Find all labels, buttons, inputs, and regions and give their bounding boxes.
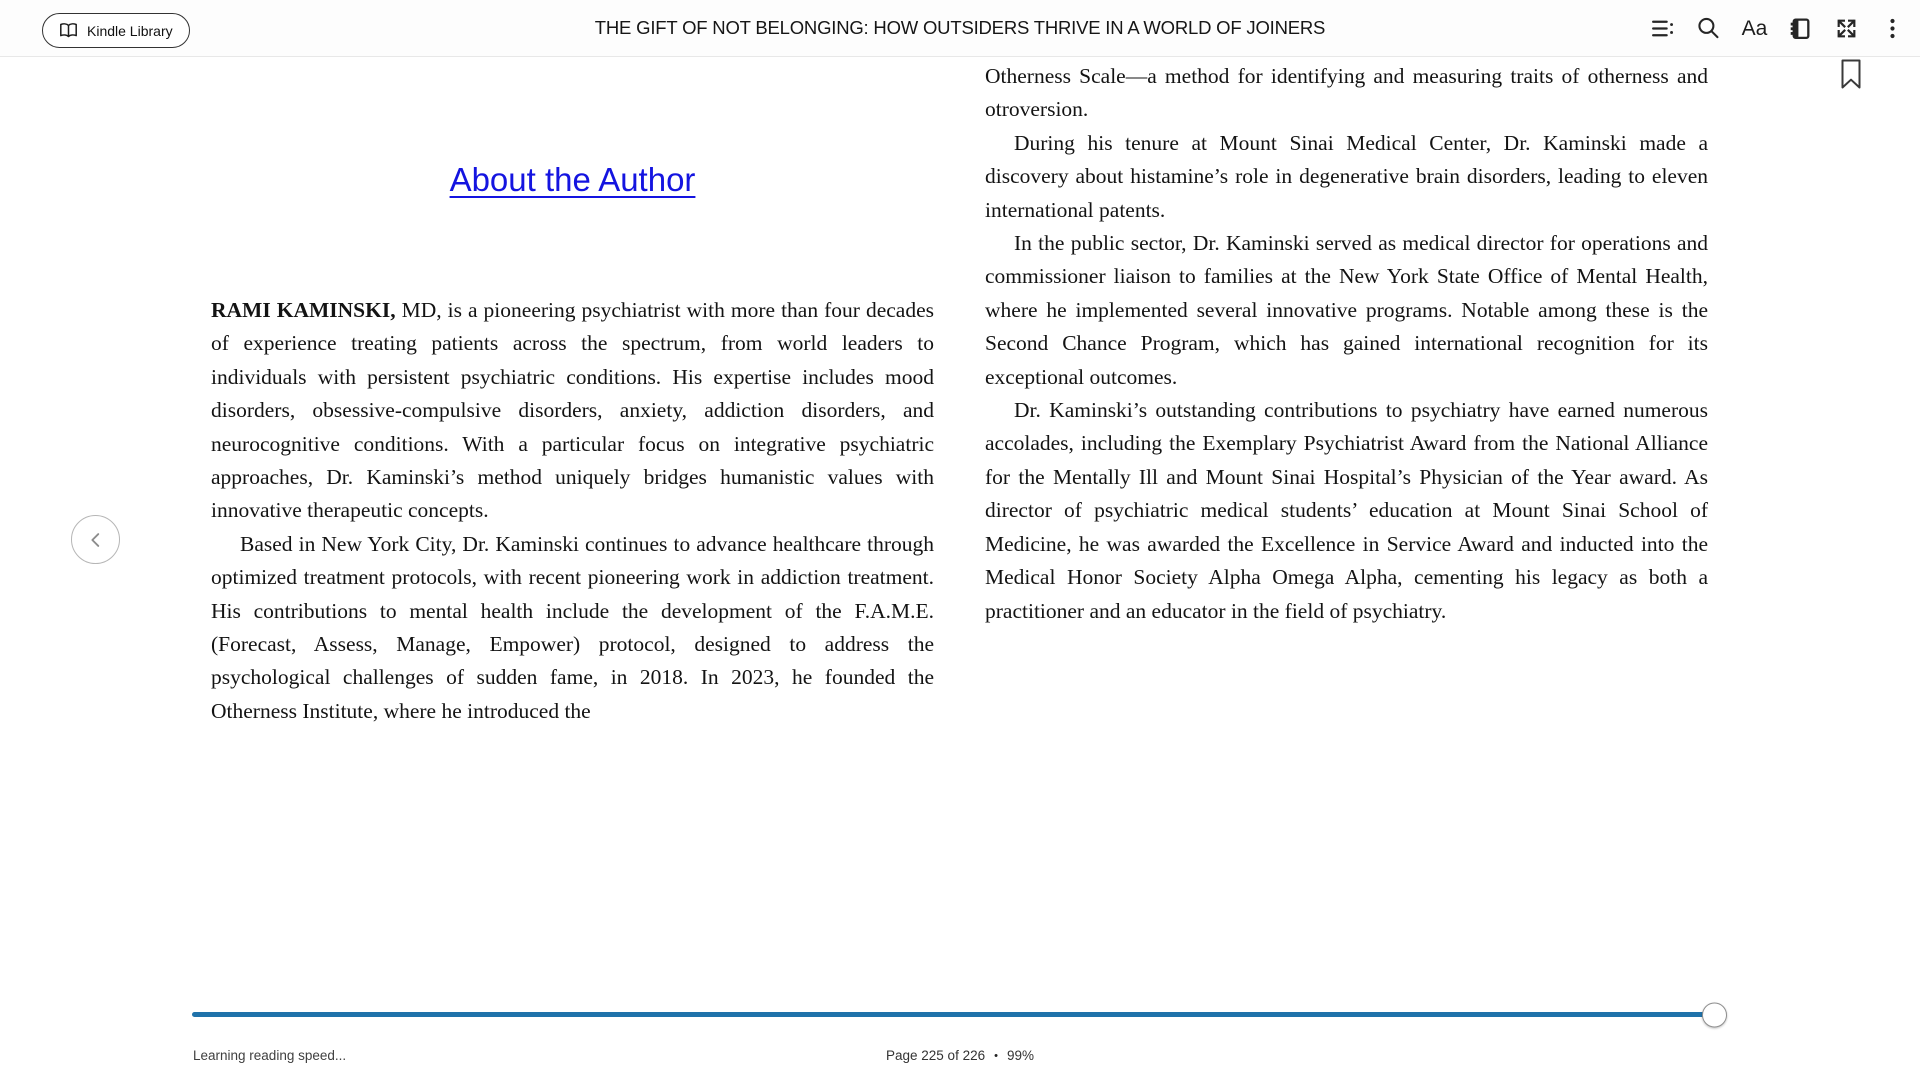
paragraph: Based in New York City, Dr. Kaminski continues to advance healthcare through optimized treatment protocols, with recent pioneering work in addiction treatment. His contributions to mental health include the development of the F.A.M.E. (Forecast, Assess, Manage, Empower) protocol, designed to address the psychological challenges of sudden fame, in 2018. In 2023, he founded the Otherness Institute, where he introduced the — [211, 531, 934, 723]
paragraph: Dr. Kaminski’s outstanding contributions to psychiatry have earned numerous accolades, including the Exemplary Psychiatrist Award from the National Alliance for the Mentally Ill and Mount Sinai Hospital’s Physician of the Year award. As director of psychiatric medical students’ education at Mount Sinai School of Medicine, he was awarded the Excellence in Service Award and inducted into the Medical Honor Society Alpha Omega Alpha, cementing his legacy as both a practitioner and an educator in the field of psychiatry. — [985, 398, 1708, 623]
chapter-heading-link[interactable]: About the Author — [449, 161, 696, 198]
kindle-library-label: Kindle Library — [87, 22, 173, 39]
font-settings-icon: Aa — [1741, 16, 1768, 40]
progress-fill — [192, 1012, 1714, 1017]
paragraph: Otherness Scale—a method for identifying and measuring traits of otherness and otroversion. — [985, 64, 1708, 122]
fullscreen-button[interactable] — [1833, 15, 1860, 42]
bullet-separator: • — [994, 1049, 998, 1062]
fullscreen-icon — [1834, 16, 1859, 41]
paragraph: During his tenure at Mount Sinai Medical Center, Dr. Kaminski made a discovery about histamine’s role in degenerative brain disorders, leading to eleven international patents. — [985, 130, 1708, 222]
kebab-menu-icon — [1880, 16, 1905, 41]
previous-page-button[interactable] — [71, 515, 120, 564]
toc-button[interactable] — [1649, 15, 1676, 42]
reading-speed-status: Learning reading speed... — [193, 1048, 347, 1063]
paragraph-author-intro — [211, 294, 934, 528]
open-book-icon — [59, 22, 78, 39]
page-layout-icon — [1788, 16, 1813, 41]
bookmark-button[interactable] — [1840, 59, 1862, 90]
kindle-library-button[interactable] — [42, 13, 190, 48]
progress-bar[interactable] — [192, 1012, 1729, 1017]
bookmark-icon — [1840, 59, 1862, 90]
book-title: THE GIFT OF NOT BELONGING: HOW OUTSIDERS THRIVE IN A WORLD OF JOINERS — [594, 17, 1326, 38]
page-number: Page 225 of 226 — [886, 1048, 986, 1063]
page-layout-button[interactable] — [1787, 15, 1814, 42]
paragraph-text: MD, is a pioneering psychiatrist with more than four decades of experience treating patients across the spectrum, from world leaders to individuals with persistent psychiatric conditions. His expertise includes mood disorders, obsessive-compulsive disorders, anxiety, addiction disorders, and neurocognitive conditions. With a particular focus on integrative psychiatric approaches, Dr. Kaminski’s method uniquely bridges humanistic values with innovative therapeutic concepts. — [211, 298, 934, 523]
chevron-left-icon — [85, 529, 107, 551]
progress-handle[interactable] — [1702, 1002, 1727, 1027]
paragraph: In the public sector, Dr. Kaminski served as medical director for operations and commissioner liaison to families at the New York State Office of Mental Health, where he implemented several innovative programs. Notable among these is the Second Chance Program, which has gained international recognition for its exceptional outcomes. — [985, 231, 1708, 389]
top-bar — [0, 0, 1920, 57]
topbar-actions — [1649, 0, 1906, 57]
font-settings-button[interactable] — [1741, 15, 1768, 42]
search-button[interactable] — [1695, 15, 1722, 42]
percent-read: 99% — [1006, 1048, 1034, 1063]
search-icon — [1696, 16, 1721, 41]
right-page-column — [985, 60, 1708, 628]
toc-icon — [1650, 16, 1675, 41]
left-page-column — [211, 57, 934, 728]
page-info — [886, 1048, 1034, 1063]
more-menu-button[interactable] — [1879, 15, 1906, 42]
author-name-lead: RAMI KAMINSKI, — [211, 298, 396, 322]
